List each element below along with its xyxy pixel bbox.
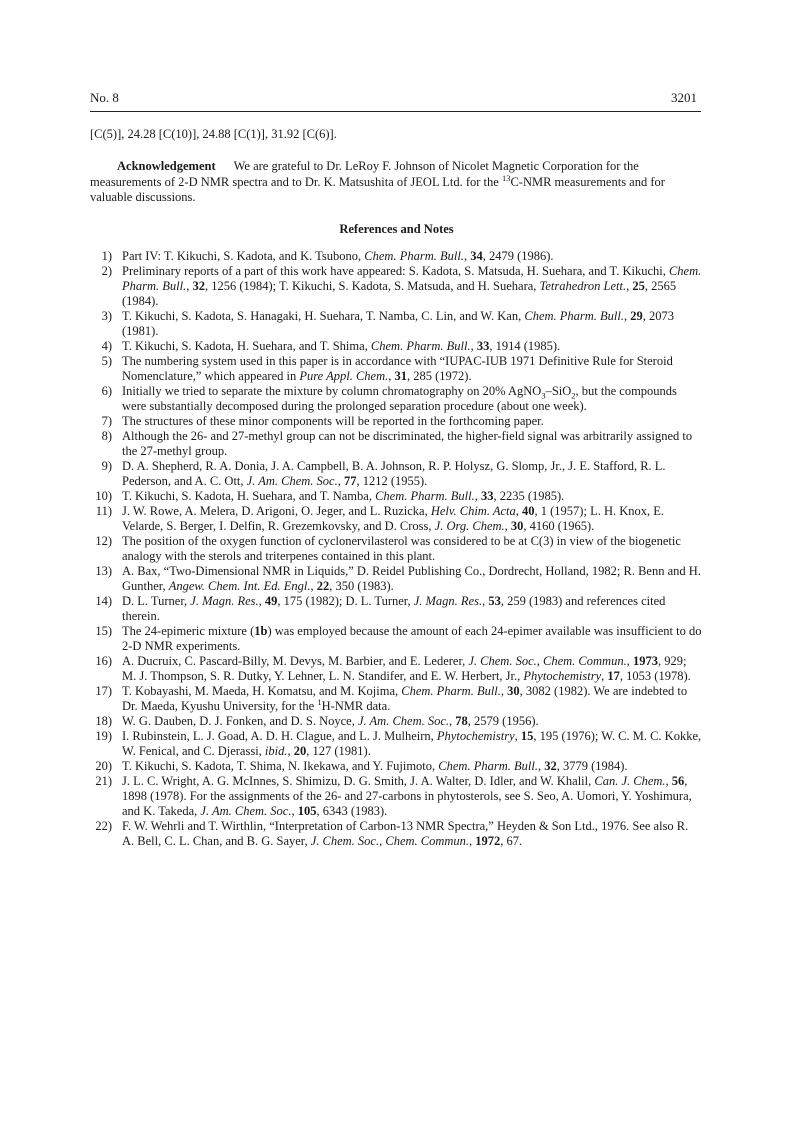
reference-item — [90, 774, 702, 819]
journal-issue-number: No. 8 — [90, 90, 119, 105]
reference-text: 53 — [488, 594, 501, 608]
reference-number: 3) — [101, 309, 112, 323]
continued-data-text: [C(5)], 24.28 [C(10)], 24.88 [C(1)], 31.92 [C(6)]. — [90, 127, 337, 141]
reference-text: A. Ducruix, C. Pascard-Billy, M. Devys, M. Barbier, and E. Lederer, — [122, 654, 469, 668]
reference-item — [90, 414, 702, 429]
reference-text: A. Bax, “Two-Dimensional NMR in Liquids,” D. Reidel Publishing Co., Dordrecht, Holland, 1982; R. Benn and H. Gunther, — [122, 564, 701, 593]
reference-number: 6) — [101, 384, 112, 398]
reference-item — [90, 309, 702, 339]
page-number: 3201 — [671, 90, 697, 105]
reference-text: Pure Appl. Chem. — [299, 369, 389, 383]
reference-number: 22) — [95, 819, 112, 833]
reference-text: , 6343 (1983). — [316, 804, 388, 818]
reference-text: 25 — [632, 279, 645, 293]
reference-text: Phytochemistry — [436, 729, 515, 743]
reference-text: Chem. Pharm. Bull. — [364, 249, 464, 263]
reference-number: 10) — [95, 489, 112, 503]
reference-text: Chem. Pharm. Bull. — [401, 684, 501, 698]
reference-number: 14) — [95, 594, 112, 608]
reference-item — [90, 384, 702, 414]
reference-text: T. Kikuchi, S. Kadota, H. Suehara, and T. Shima, — [122, 339, 371, 353]
reference-text: 33 — [476, 339, 490, 353]
reference-text: , 285 (1972). — [407, 369, 472, 383]
reference-text: The structures of these minor components will be reported in the forthcoming paper. — [122, 414, 544, 428]
reference-text: W. G. Dauben, D. J. Fonken, and D. S. Noyce, — [122, 714, 358, 728]
reference-text: , — [287, 744, 294, 758]
reference-item — [90, 354, 702, 384]
reference-text: , — [337, 474, 344, 488]
reference-text: ) was employed because the amount of each 24-epimer available was insufficient to do 2-D NMR experiments. — [122, 624, 702, 653]
reference-text: 32 — [544, 759, 557, 773]
reference-text: , — [474, 489, 481, 503]
reference-text: J. Magn. Res. — [190, 594, 259, 608]
reference-text: 77 — [343, 474, 357, 488]
reference-text: J. Am. Chem. Soc. — [357, 714, 450, 728]
reference-text: , — [470, 339, 477, 353]
reference-text: , 2479 (1986). — [482, 249, 554, 263]
reference-text: , — [626, 654, 633, 668]
header-divider — [90, 111, 701, 112]
reference-text: , 4160 (1965). — [523, 519, 595, 533]
reference-text: 78 — [455, 714, 468, 728]
acknowledgement-superscript: 13 — [501, 172, 511, 183]
reference-item — [90, 489, 702, 504]
reference-item — [90, 729, 702, 759]
reference-number: 4) — [101, 339, 112, 353]
reference-number: 21) — [95, 774, 112, 788]
reference-text: 30 — [510, 519, 524, 533]
acknowledgement-heading: Acknowledgement — [117, 159, 216, 173]
reference-item — [90, 459, 702, 489]
reference-text: Although the 26- and 27-methyl group can not be discriminated, the higher-field signal was arbitrarily assigned to the 27-methyl group. — [122, 429, 693, 458]
reference-text: –SiO — [545, 384, 572, 398]
reference-text: 1 — [317, 696, 322, 707]
acknowledgement-paragraph — [90, 159, 702, 206]
reference-text: , — [500, 684, 508, 698]
reference-number: 16) — [95, 654, 112, 668]
reference-item — [90, 684, 702, 714]
reference-text: , but the compounds were substantially decomposed during the prolonged separation procedure (about one week). — [122, 384, 677, 413]
reference-item — [90, 264, 702, 309]
reference-item — [90, 564, 702, 594]
reference-text: , — [388, 369, 395, 383]
reference-item — [90, 249, 702, 264]
reference-text: Chem. Pharm. Bull. — [370, 339, 471, 353]
reference-text: , 3779 (1984). — [556, 759, 628, 773]
reference-item — [90, 429, 702, 459]
acknowledgement-text: We are grateful to Dr. LeRoy F. Johnson of Nicolet Magnetic Corporation for the measurements of 2-D NMR spectra and to Dr. K. Matsushita of JEOL Ltd. for the — [90, 159, 639, 189]
reference-text: The 24-epimeric mixture ( — [122, 624, 255, 638]
acknowledgement-text-end: C-NMR measurements and for valuable discussions. — [90, 174, 665, 204]
reference-text: , 2235 (1985). — [493, 489, 565, 503]
reference-number: 20) — [95, 759, 112, 773]
reference-text: H-NMR data. — [321, 699, 391, 713]
reference-text: J. Chem. Soc., Chem. Commun. — [310, 834, 470, 848]
reference-number: 9) — [101, 459, 112, 473]
reference-text: ibid. — [264, 744, 288, 758]
reference-text: 30 — [507, 684, 520, 698]
reference-number: 15) — [95, 624, 112, 638]
reference-text: I. Rubinstein, L. J. Goad, A. D. H. Clague, and L. J. Mulheirn, — [122, 729, 437, 743]
reference-text: 56 — [671, 774, 685, 788]
reference-item — [90, 339, 702, 354]
reference-text: Helv. Chim. Acta — [430, 504, 516, 518]
reference-number: 2) — [101, 264, 112, 278]
reference-text: 33 — [480, 489, 494, 503]
reference-text: Chem. Pharm. Bull. — [122, 264, 702, 293]
reference-item — [90, 534, 702, 564]
reference-text: J. Am. Chem. Soc. — [246, 474, 338, 488]
reference-text: T. Kikuchi, S. Kadota, H. Suehara, and T. Namba, — [122, 489, 376, 503]
reference-text: , 1 (1957); L. H. Knox, E. Velarde, S. Berger, I. Delfin, R. Grezemkovsky, and D. Cross, — [122, 504, 665, 533]
reference-text: , — [186, 279, 193, 293]
reference-text: , — [482, 594, 489, 608]
reference-text: 32 — [192, 279, 205, 293]
reference-text: , — [463, 249, 471, 263]
references-list — [90, 249, 702, 849]
reference-number: 19) — [95, 729, 112, 743]
reference-text: 22 — [316, 579, 330, 593]
reference-text: , — [469, 834, 476, 848]
reference-text: 34 — [470, 249, 483, 263]
reference-text: , — [310, 579, 317, 593]
reference-item — [90, 714, 702, 729]
references-heading: References and Notes — [339, 222, 454, 236]
reference-text: Chem. Pharm. Bull. — [524, 309, 625, 323]
reference-text: Phytochemistry — [523, 669, 602, 683]
reference-number: 1) — [101, 249, 112, 263]
reference-text: The numbering system used in this paper is in accordance with “IUPAC-IUB 1971 Definitive Rule for Steroid Nomenclature,” which appeared in — [122, 354, 673, 383]
reference-item — [90, 654, 702, 684]
reference-text: , — [258, 594, 265, 608]
reference-text: , 127 (1981). — [306, 744, 371, 758]
reference-number: 11) — [95, 504, 112, 518]
reference-text: 49 — [264, 594, 278, 608]
reference-text: , — [514, 729, 521, 743]
reference-text: 40 — [522, 504, 535, 518]
reference-text: , — [291, 804, 298, 818]
reference-text: 1972 — [475, 834, 501, 848]
reference-text: The position of the oxygen function of cyclonervilasterol was considered to be at C(3) in view of the biogenetic analogy with the sterols and triterpenes contained in this plant. — [122, 534, 681, 563]
reference-item — [90, 624, 702, 654]
reference-text: T. Kikuchi, S. Kadota, S. Hanagaki, H. Suehara, T. Namba, C. Lin, and W. Kan, — [122, 309, 525, 323]
reference-text: J. Org. Chem. — [434, 519, 505, 533]
reference-text: J. W. Rowe, A. Melera, D. Arigoni, O. Jeger, and L. Ruzicka, — [122, 504, 431, 518]
reference-text: 1b — [254, 624, 268, 638]
reference-text: 31 — [394, 369, 407, 383]
reference-text: , — [601, 669, 608, 683]
reference-text: , — [537, 759, 545, 773]
reference-number: 13) — [95, 564, 112, 578]
reference-text: , 1256 (1984); T. Kikuchi, S. Kadota, S. Matsuda, and H. Suehara, — [204, 279, 540, 293]
reference-text: , — [626, 279, 633, 293]
reference-text: , 3082 (1982). We are indebted to Dr. Maeda, Kyushu University, for the — [122, 684, 688, 713]
reference-text: 1973 — [632, 654, 658, 668]
reference-item — [90, 504, 702, 534]
reference-number: 12) — [95, 534, 112, 548]
reference-text: Part IV: T. Kikuchi, S. Kadota, and K. Tsubono, — [122, 249, 365, 263]
reference-text: , — [515, 504, 523, 518]
reference-number: 18) — [95, 714, 112, 728]
reference-text: Angew. Chem. Int. Ed. Engl. — [168, 579, 311, 593]
reference-number: 17) — [95, 684, 112, 698]
reference-text: , — [624, 309, 631, 323]
reference-text: J. L. C. Wright, A. G. McInnes, S. Shimizu, D. G. Smith, J. A. Walter, D. Idler, and W. Khalil, — [122, 774, 595, 788]
reference-text: , 259 (1983) and references cited therein. — [122, 594, 666, 623]
reference-item — [90, 594, 702, 624]
reference-text: Preliminary reports of a part of this work have appeared: S. Kadota, S. Matsuda, H. Suehara, and T. Kikuchi, — [122, 264, 669, 278]
reference-text: , 2073 (1981). — [122, 309, 675, 338]
reference-text: 2 — [571, 390, 576, 401]
reference-text: 17 — [607, 669, 620, 683]
reference-text: T. Kobayashi, M. Maeda, H. Komatsu, and M. Kojima, — [122, 684, 402, 698]
reference-text: J. Chem. Soc., Chem. Commun. — [468, 654, 627, 668]
reference-text: , 1898 (1978). For the assignments of the 26- and 27-carbons in phytosterols, see S. Seo, A. Uomori, Y. Yoshimura, and K. Takeda, — [122, 774, 692, 818]
reference-text: , 350 (1983). — [329, 579, 394, 593]
reference-text: , — [665, 774, 672, 788]
reference-number: 5) — [101, 354, 112, 368]
reference-text: , 175 (1982); D. L. Turner, — [277, 594, 414, 608]
reference-text: D. A. Shepherd, R. A. Donia, J. A. Campbell, B. A. Johnson, R. P. Holysz, G. Slomp, Jr., J. E. Stafford, R. L. Pederson, and A. C. Ott, — [122, 459, 666, 488]
reference-text: , 929; M. J. Thompson, S. R. Dutky, Y. Lehner, L. N. Standifer, and E. W. Herbert, Jr., — [122, 654, 687, 683]
reference-text: 20 — [293, 744, 307, 758]
reference-text: , 1212 (1955). — [356, 474, 428, 488]
reference-text: , — [449, 714, 456, 728]
reference-number: 8) — [101, 429, 112, 443]
reference-item — [90, 819, 702, 849]
reference-text: , 2579 (1956). — [467, 714, 539, 728]
reference-text: F. W. Wehrli and T. Wirthlin, “Interpretation of Carbon-13 NMR Spectra,” Heyden & Son Ltd., 1976. See also R. A. Bell, C. L. Chan, and B. G. Sayer, — [122, 819, 689, 848]
reference-text: Chem. Pharm. Bull. — [438, 759, 538, 773]
reference-text: , 67. — [500, 834, 523, 848]
reference-text: T. Kikuchi, S. Kadota, T. Shima, N. Ikekawa, and Y. Fujimoto, — [122, 759, 439, 773]
reference-text: , 1053 (1978). — [619, 669, 691, 683]
reference-text: 15 — [520, 729, 534, 743]
reference-text: Chem. Pharm. Bull. — [375, 489, 475, 503]
reference-text: Tetrahedron Lett. — [539, 279, 627, 293]
reference-text: 3 — [541, 390, 546, 401]
reference-text: Initially we tried to separate the mixture by column chromatography on 20% AgNO — [122, 384, 542, 398]
reference-text: 105 — [297, 804, 317, 818]
reference-text: J. Magn. Res. — [413, 594, 483, 608]
reference-text: , 1914 (1985). — [489, 339, 561, 353]
reference-text: , — [504, 519, 511, 533]
reference-text: J. Am. Chem. Soc. — [200, 804, 292, 818]
reference-text: Can. J. Chem. — [594, 774, 666, 788]
reference-item — [90, 759, 702, 774]
reference-text: D. L. Turner, — [122, 594, 191, 608]
reference-text: , 195 (1976); W. C. M. C. Kokke, W. Fenical, and C. Djerassi, — [122, 729, 702, 758]
reference-text: 29 — [630, 309, 643, 323]
reference-number: 7) — [101, 414, 112, 428]
reference-text: , 2565 (1984). — [122, 279, 677, 308]
